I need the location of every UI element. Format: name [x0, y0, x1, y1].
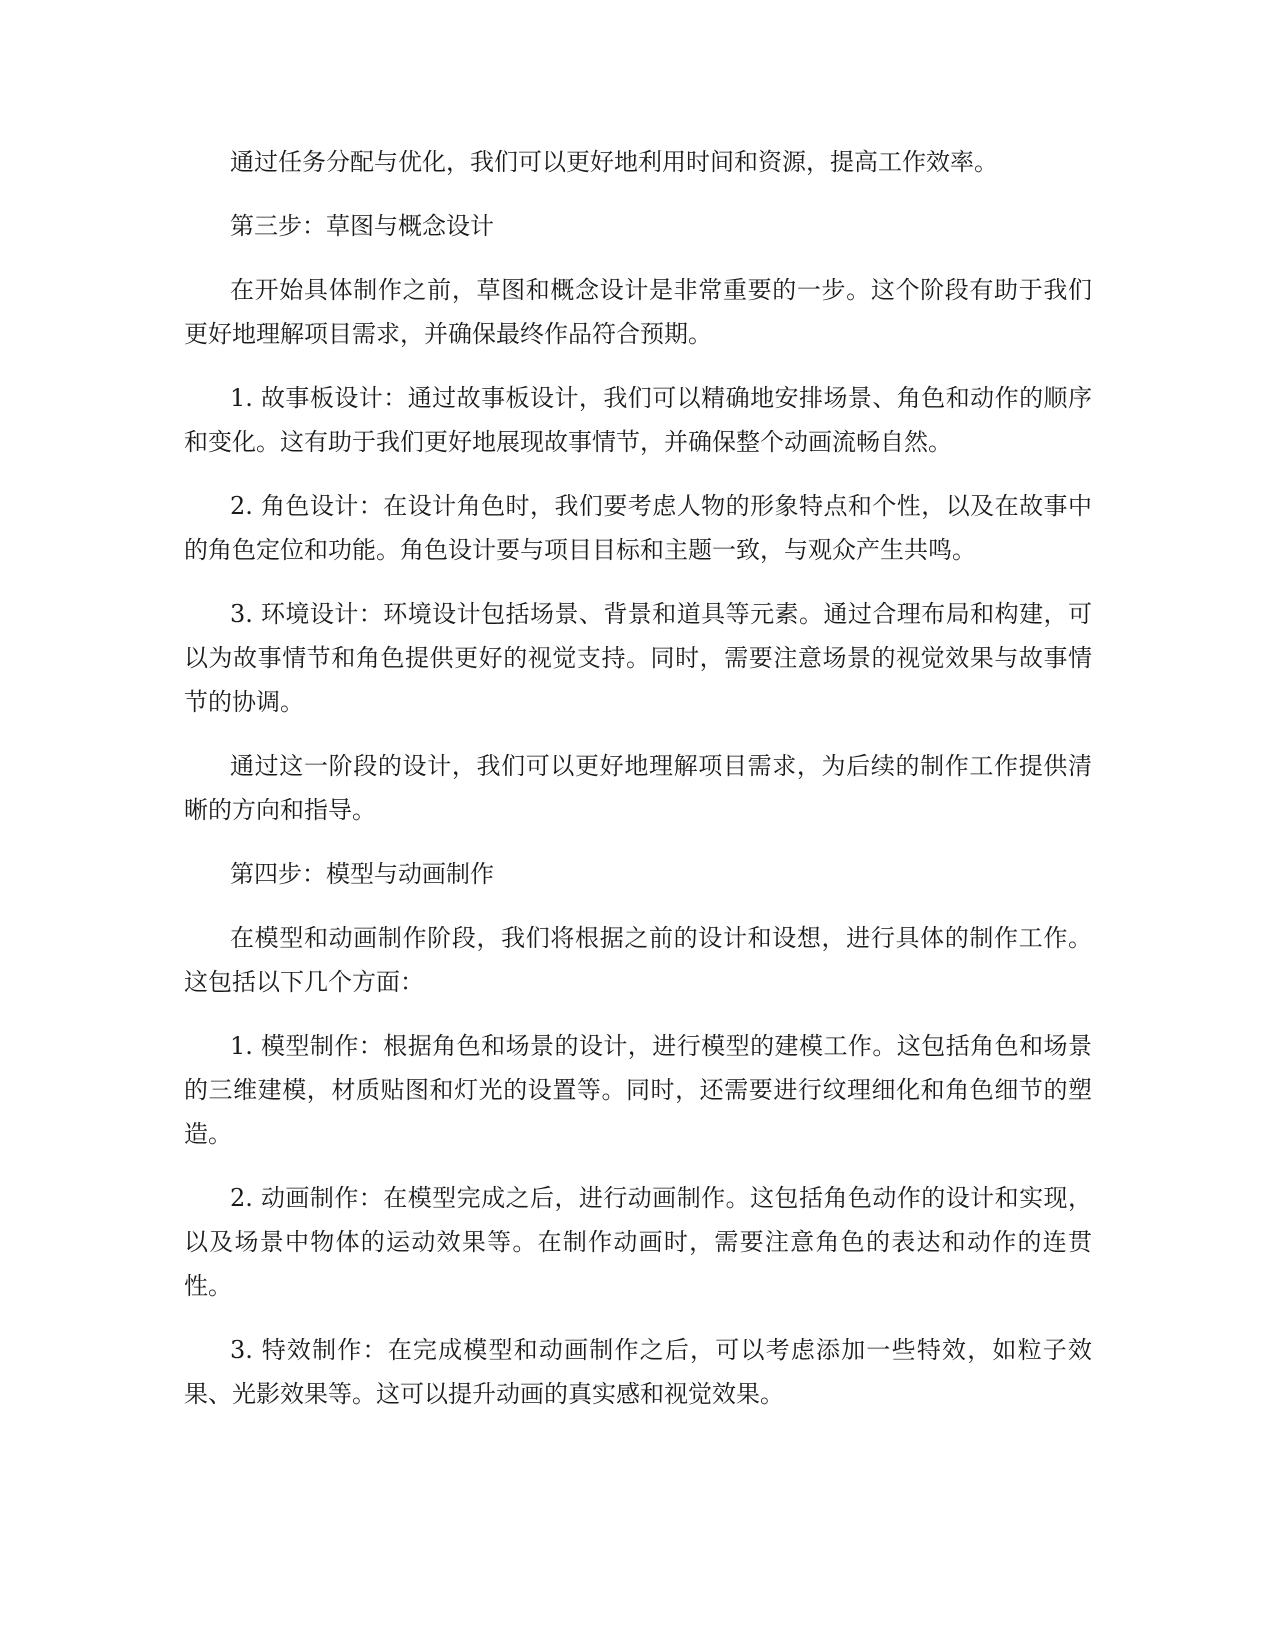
- heading-step-four: 第四步：模型与动画制作: [230, 860, 494, 888]
- document-page: [184, 140, 1092, 1436]
- paragraph-effects-production: 3. 特效制作：在完成模型和动画制作之后，可以考虑添加一些特效，如粒子效果、光影效果等。这可以提升动画的真实感和视觉效果。: [184, 1336, 1092, 1408]
- paragraph-character-design: 2. 角色设计：在设计角色时，我们要考虑人物的形象特点和个性，以及在故事中的角色定位和功能。角色设计要与项目目标和主题一致，与观众产生共鸣。: [184, 492, 1092, 564]
- paragraph-design-summary: 通过这一阶段的设计，我们可以更好地理解项目需求，为后续的制作工作提供清晰的方向和指导。: [184, 752, 1092, 824]
- paragraph-sketch-intro: 在开始具体制作之前，草图和概念设计是非常重要的一步。这个阶段有助于我们更好地理解项目需求，并确保最终作品符合预期。: [184, 276, 1092, 348]
- paragraph-modeling-intro: 在模型和动画制作阶段，我们将根据之前的设计和设想，进行具体的制作工作。这包括以下几个方面：: [184, 924, 1092, 996]
- heading-step-three: 第三步：草图与概念设计: [230, 212, 494, 240]
- paragraph-environment-design: 3. 环境设计：环境设计包括场景、背景和道具等元素。通过合理布局和构建，可以为故事情节和角色提供更好的视觉支持。同时，需要注意场景的视觉效果与故事情节的协调。: [184, 600, 1092, 716]
- paragraph-task-summary: 通过任务分配与优化，我们可以更好地利用时间和资源，提高工作效率。: [230, 148, 998, 176]
- paragraph-model-production: 1. 模型制作：根据角色和场景的设计，进行模型的建模工作。这包括角色和场景的三维建模，材质贴图和灯光的设置等。同时，还需要进行纹理细化和角色细节的塑造。: [184, 1032, 1092, 1148]
- paragraph-animation-production: 2. 动画制作：在模型完成之后，进行动画制作。这包括角色动作的设计和实现，以及场景中物体的运动效果等。在制作动画时，需要注意角色的表达和动作的连贯性。: [184, 1184, 1092, 1300]
- paragraph-storyboard-design: 1. 故事板设计：通过故事板设计，我们可以精确地安排场景、角色和动作的顺序和变化。这有助于我们更好地展现故事情节，并确保整个动画流畅自然。: [184, 384, 1092, 456]
